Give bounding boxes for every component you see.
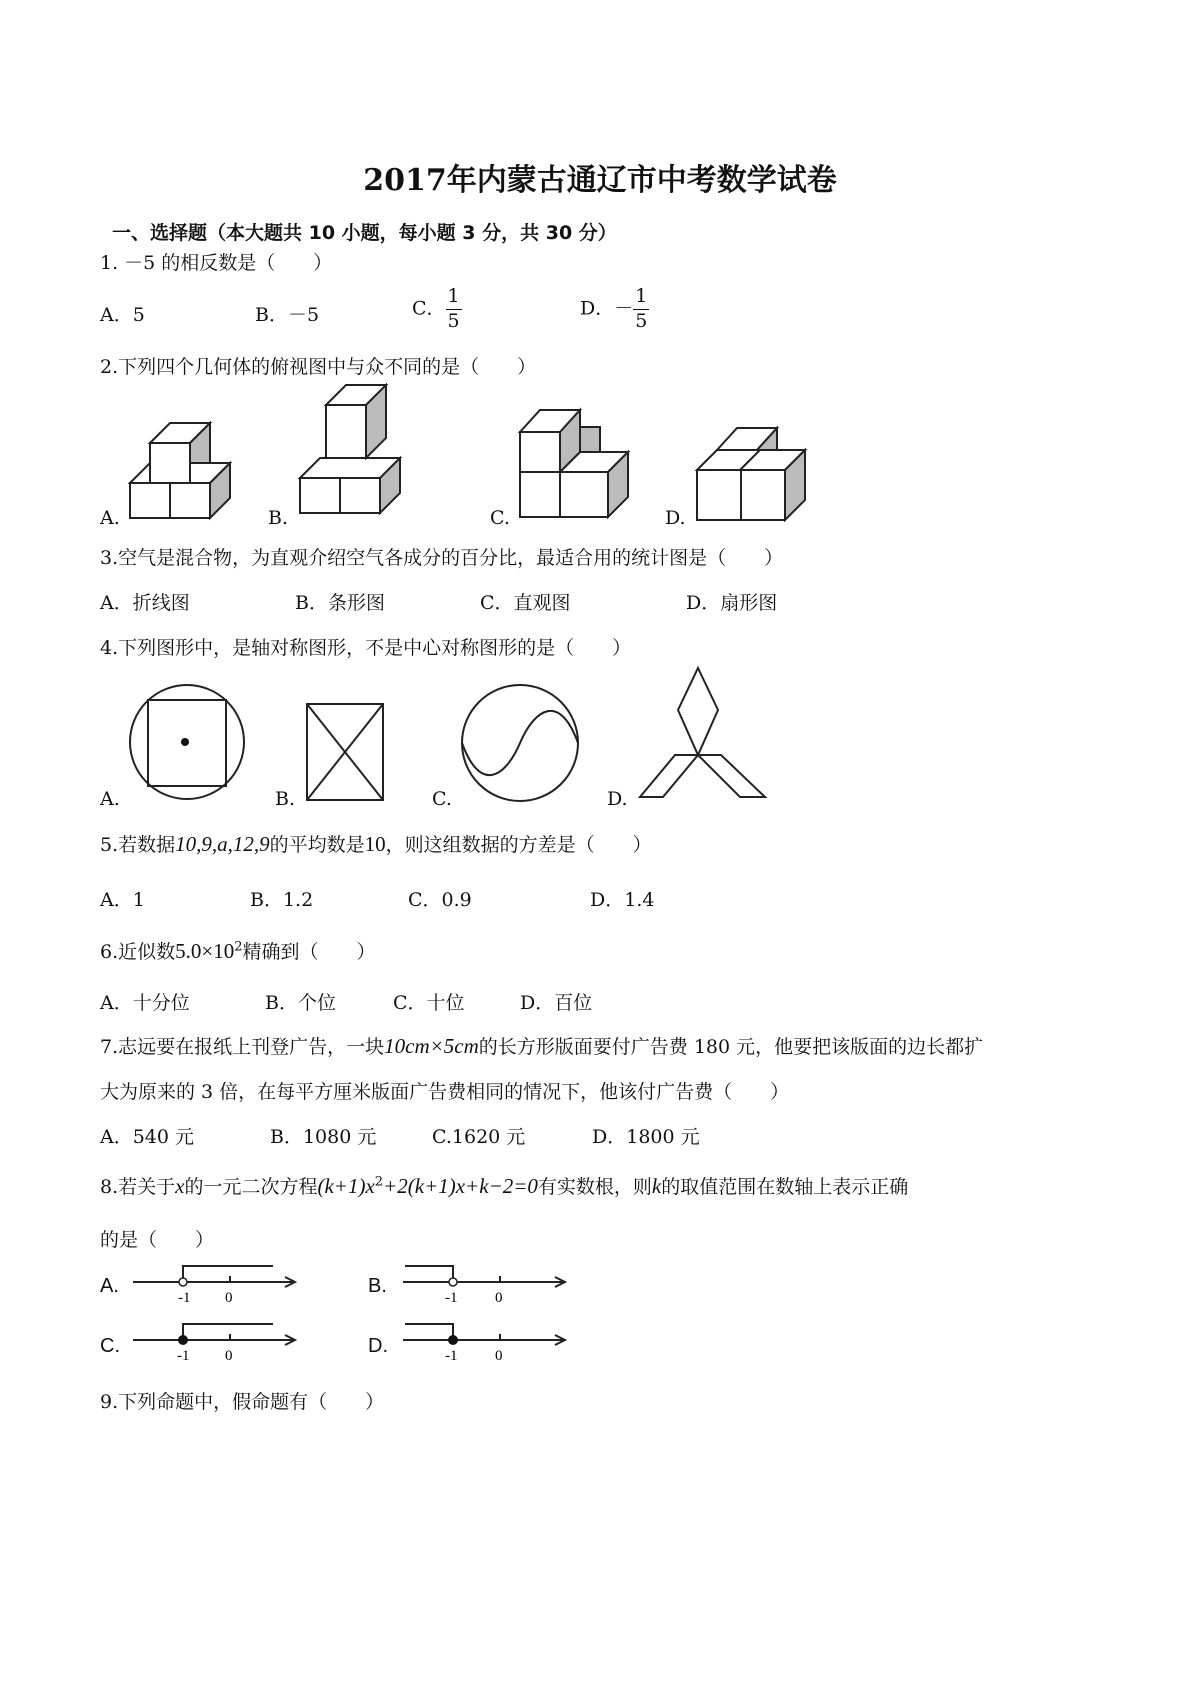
q5-text: 5.若数据 bbox=[100, 834, 176, 856]
q5-data-list: 10,9,a,12,9 bbox=[175, 832, 270, 856]
fraction-denominator: 5 bbox=[447, 309, 460, 332]
q8-equation-exponent: 2 bbox=[374, 1174, 384, 1190]
q1-option-d bbox=[580, 285, 649, 334]
q7-text: 7.志远要在报纸上刊登广告，一块 bbox=[100, 1036, 385, 1058]
question-8-line1 bbox=[100, 1172, 908, 1199]
q6-text: 6.近似数 bbox=[100, 941, 176, 963]
q7-size: 10cm×5cm bbox=[384, 1034, 479, 1058]
q2-label-a: A. bbox=[100, 507, 120, 529]
q6-exponent: 2 bbox=[234, 939, 243, 955]
q5-mean: 10 bbox=[364, 832, 386, 856]
q5-option-c: C．0.9 bbox=[408, 889, 472, 911]
q6-option-d: D．百位 bbox=[520, 992, 593, 1014]
q8-label-b: B. bbox=[368, 1275, 387, 1297]
q6-option-a: A．十分位 bbox=[100, 992, 190, 1014]
question-1-stem: 1. －5 的相反数是（ ） bbox=[100, 252, 333, 274]
q8-text: 的取值范围在数轴上表示正确 bbox=[661, 1176, 909, 1198]
q8-text: 有实数根，则 bbox=[537, 1176, 652, 1198]
tick-neg1: -1 bbox=[445, 1348, 458, 1364]
question-4-stem: 4.下列图形中，是轴对称图形，不是中心对称图形的是（ ） bbox=[100, 637, 632, 659]
q1-option-c-fraction bbox=[446, 285, 462, 334]
q8-numberline-d bbox=[403, 1320, 573, 1365]
q8-text: 的一元二次方程 bbox=[184, 1176, 318, 1198]
q8-var-k: k bbox=[651, 1174, 662, 1198]
section-heading: 一、选择题（本大题共 10 小题，每小题 3 分，共 30 分） bbox=[112, 222, 617, 244]
tick-zero: 0 bbox=[225, 1290, 233, 1306]
fraction-numerator: 1 bbox=[633, 285, 649, 310]
fraction-numerator: 1 bbox=[446, 285, 462, 310]
q8-var-x: x bbox=[175, 1174, 185, 1198]
q8-label-c: C. bbox=[100, 1335, 120, 1357]
q3-option-c: C．直观图 bbox=[480, 592, 571, 614]
q3-option-d: D．扇形图 bbox=[686, 592, 778, 614]
q6-option-b: B．个位 bbox=[265, 992, 336, 1014]
q8-numberline-b bbox=[403, 1262, 573, 1307]
tick-neg1: -1 bbox=[445, 1290, 458, 1306]
q8-label-d: D. bbox=[368, 1335, 388, 1357]
q8-numberline-a bbox=[133, 1262, 303, 1307]
question-7-line1 bbox=[100, 1032, 983, 1059]
q2-label-b: B. bbox=[268, 507, 289, 529]
question-5-stem bbox=[100, 830, 652, 857]
tick-neg1: -1 bbox=[178, 1290, 191, 1306]
q1-option-d-label: D．－ bbox=[580, 297, 634, 320]
q6-option-c: C．十位 bbox=[393, 992, 465, 1014]
tick-zero: 0 bbox=[225, 1348, 233, 1364]
q7-option-c: C.1620 元 bbox=[432, 1126, 526, 1148]
q6-text: 精确到（ ） bbox=[242, 941, 376, 963]
q2-label-c: C. bbox=[490, 507, 510, 529]
q7-text: 的长方形版面要付广告费 180 元，他要把该版面的边长都扩 bbox=[478, 1036, 984, 1058]
q4-figure-d-three-rhombi bbox=[635, 665, 770, 800]
question-2-stem: 2.下列四个几何体的俯视图中与众不同的是（ ） bbox=[100, 356, 537, 378]
q1-option-d-fraction bbox=[633, 285, 649, 334]
question-8-line2: 的是（ ） bbox=[100, 1229, 215, 1251]
q1-option-a: A．5 bbox=[100, 304, 145, 326]
q8-text: 8.若关于 bbox=[100, 1176, 176, 1198]
q5-text: ，则这组数据的方差是（ ） bbox=[385, 834, 652, 856]
q2-label-d: D. bbox=[665, 507, 686, 529]
q4-label-b: B. bbox=[275, 788, 296, 810]
q8-numberline-c bbox=[133, 1320, 303, 1365]
q4-figure-b-rect-x bbox=[305, 702, 385, 802]
q8-equation: +2(k+1)x+k−2=0 bbox=[383, 1174, 538, 1198]
q2-solid-b bbox=[298, 383, 413, 523]
q8-equation: (k+1)x bbox=[317, 1174, 375, 1198]
q1-option-c bbox=[412, 285, 462, 334]
q4-label-d: D. bbox=[607, 788, 628, 810]
page-title: 2017年内蒙古通辽市中考数学试卷 bbox=[363, 163, 837, 198]
q5-text: 的平均数是 bbox=[269, 834, 365, 856]
q2-solid-a bbox=[128, 388, 243, 523]
q4-figure-c-yinyang-curve bbox=[460, 683, 580, 803]
q1-option-b: B．－5 bbox=[255, 304, 320, 326]
q7-option-d: D．1800 元 bbox=[592, 1126, 700, 1148]
q3-option-b: B．条形图 bbox=[295, 592, 385, 614]
q5-option-d: D．1.4 bbox=[590, 889, 655, 911]
q2-solid-d bbox=[695, 425, 810, 525]
q2-solid-c bbox=[518, 402, 633, 522]
question-7-line2: 大为原来的 3 倍，在每平方厘米版面广告费相同的情况下，他该付广告费（ ） bbox=[100, 1081, 790, 1103]
q5-option-a: A．1 bbox=[100, 889, 145, 911]
q7-option-a: A．540 元 bbox=[100, 1126, 195, 1148]
q8-label-a: A. bbox=[100, 1275, 119, 1297]
tick-zero: 0 bbox=[495, 1348, 503, 1364]
question-9-stem: 9.下列命题中，假命题有（ ） bbox=[100, 1391, 385, 1413]
q7-option-b: B．1080 元 bbox=[270, 1126, 377, 1148]
question-6-stem bbox=[100, 937, 376, 964]
q3-option-a: A．折线图 bbox=[100, 592, 190, 614]
q4-figure-a-circle-square bbox=[128, 683, 246, 801]
q4-label-c: C. bbox=[432, 788, 452, 810]
q6-number: 5.0×10 bbox=[175, 939, 235, 963]
tick-neg1: -1 bbox=[177, 1348, 190, 1364]
fraction-denominator: 5 bbox=[635, 309, 648, 332]
question-3-stem: 3.空气是混合物，为直观介绍空气各成分的百分比，最适合用的统计图是（ ） bbox=[100, 547, 784, 569]
tick-zero: 0 bbox=[495, 1290, 503, 1306]
q4-label-a: A. bbox=[100, 788, 120, 810]
q1-option-c-label: C． bbox=[412, 297, 446, 320]
q5-option-b: B．1.2 bbox=[250, 889, 314, 911]
